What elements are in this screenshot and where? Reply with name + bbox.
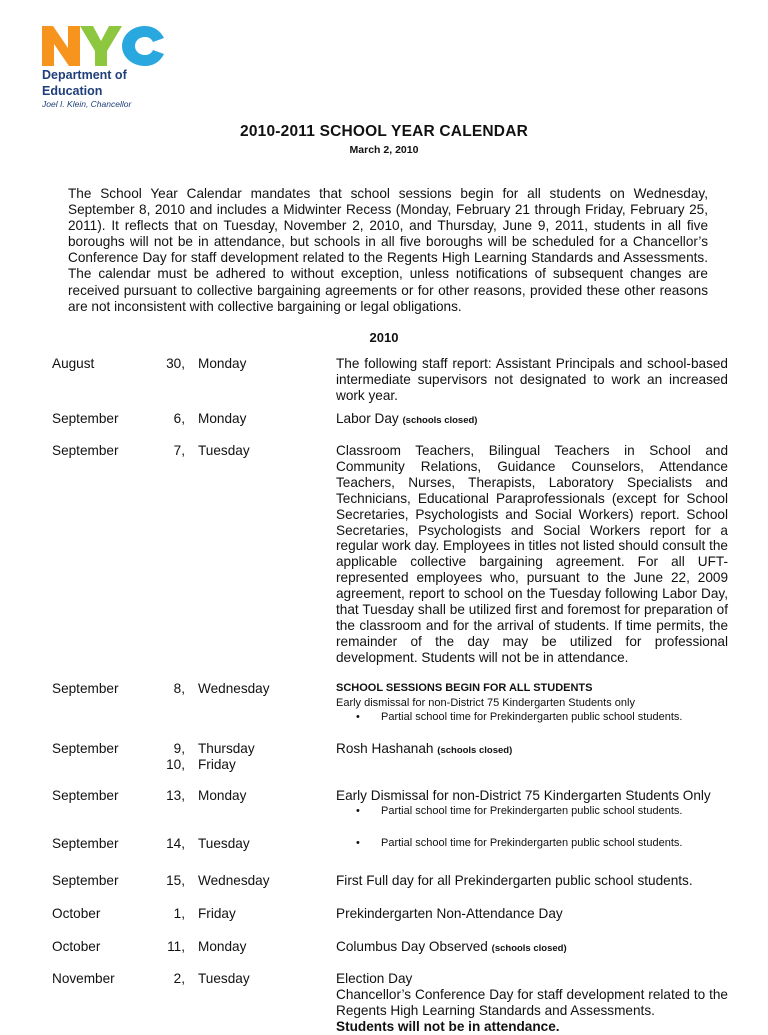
entry-month: October [52,939,101,954]
entry-subtext: Early dismissal for non-District 75 Kindergarten Students only [336,697,635,709]
entry-month: November [52,971,115,986]
entry-weekday: Monday [198,411,247,426]
year-heading: 2010 [369,330,399,345]
entry-text-3: Students will not be in attendance. [336,1018,560,1034]
entry-day: 7, [173,443,185,458]
entry-text: Early Dismissal for non-District 75 Kindergarten Students Only [336,788,711,803]
entry-text-2: Chancellor’s Conference Day for staff development related to the Regents High Learning Standards and Assessments. [336,986,728,1018]
entry-day: 15, [166,873,185,888]
chancellor-name: Joel I. Klein, Chancellor [42,99,132,109]
entry-weekday: Monday [198,939,247,954]
entry-month: September [52,411,119,426]
entry-description: The following staff report: Assistant Principals and school-based intermediate supervisors not designated to work an increased work year. [336,356,728,403]
entry-weekday-2: Friday [198,757,236,772]
nyc-letters-graphic [42,26,166,66]
intro-paragraph: The School Year Calendar mandates that school sessions begin for all students on Wednesday, September 8, 2010 and includes a Midwinter Recess (Monday, February 21 through Friday, February 25, 2011). It reflects that on Tuesday, November 2, 2010, and Thursday, June 9, 2011, students in all five boroughs will not be in attendance, but schools in all five boroughs will be scheduled for a Chancellor’s Conference Day for staff development related to the Regents High Learning Standards and Assessments. The calendar must be adhered to without exception, unless notifications of subsequent changes are received pursuant to collective bargaining agreements or for other reasons, provided these other reasons are not inconsistent with collective bargaining or legal obligations. [68,186,708,314]
entry-day-2: 10, [166,757,185,772]
entry-weekday: Tuesday [198,836,250,851]
entry-weekday: Tuesday [198,971,250,986]
entry-month: October [52,906,101,921]
entry-description [336,836,728,850]
nyc-wordmark [42,26,166,66]
entry-description: Classroom Teachers, Bilingual Teachers in School and Community Relations, Guidance Counselors, Attendance Teachers, Nurses, Therapists, Laboratory Specialists and Technicians, Educational Paraprofessionals (except for School Secretaries, Psychologists and Social Workers) report. School Secretaries, Psychologists and Social Workers report for a regular work day. Employees in titles not listed should consult the applicable collective bargaining agreement. For all UFT-represented employees who, pursuant to the June 22, 2009 agreement, report to school on the Tuesday following Labor Day, that Tuesday shall be utilized first and foremost for preparation of the classroom and for the arrival of students. If time permits, the remainder of the day may be utilized for professional development. Students will not be in attendance. [336,443,728,665]
entry-month: September [52,741,119,756]
entry-text: Election Day [336,971,413,986]
entry-day: 13, [166,788,185,803]
entry-note: (schools closed) [402,415,478,426]
entry-month: August [52,356,95,371]
entry-bullet: • Partial school time for Prekindergarten public school students. [336,836,728,850]
entry-day: 30, [166,356,185,371]
entry-description [336,741,728,759]
entry-weekday: Friday [198,906,236,921]
entry-weekday: Wednesday [198,873,270,888]
entry-weekday: Monday [198,356,247,371]
entry-bullet: • Partial school time for Prekindergarten public school students. [336,710,728,724]
entry-description [336,939,728,957]
entry-description [336,681,728,724]
entry-weekday: Tuesday [198,443,250,458]
entry-bullet: • Partial school time for Prekindergarten public school students. [336,804,728,818]
entry-day: 1, [173,906,185,921]
dept-line-2: Education [42,84,103,98]
dept-line-1: Department of [42,68,127,82]
entry-text: Labor Day [336,411,399,426]
entry-note: (schools closed) [437,745,513,756]
entry-description: Prekindergarten Non-Attendance Day [336,906,563,921]
entry-month: September [52,788,119,803]
document-date: March 2, 2010 [349,144,419,156]
entry-description: First Full day for all Prekindergarten public school students. [336,873,693,888]
entry-day: 2, [173,971,185,986]
entry-weekday: Monday [198,788,247,803]
entry-description [336,971,728,1035]
entry-day: 14, [166,836,185,851]
nyc-doe-logo [42,26,166,109]
entry-description [336,411,728,429]
entry-day: 11, [167,939,185,954]
entry-day: 8, [173,681,185,696]
entry-day: 6, [173,411,185,426]
entry-month: September [52,836,119,851]
entry-text: Rosh Hashanah [336,741,434,756]
entry-day: 9, [173,741,185,756]
entry-month: September [52,873,119,888]
entry-note: (schools closed) [491,943,567,954]
page-title: 2010-2011 SCHOOL YEAR CALENDAR [240,123,528,140]
entry-weekday: Thursday [198,741,255,756]
entry-weekday: Wednesday [198,681,270,696]
entry-text: Columbus Day Observed [336,939,488,954]
entry-month: September [52,443,119,458]
entry-heading: SCHOOL SESSIONS BEGIN FOR ALL STUDENTS [336,682,593,694]
entry-month: September [52,681,119,696]
entry-description [336,788,728,818]
